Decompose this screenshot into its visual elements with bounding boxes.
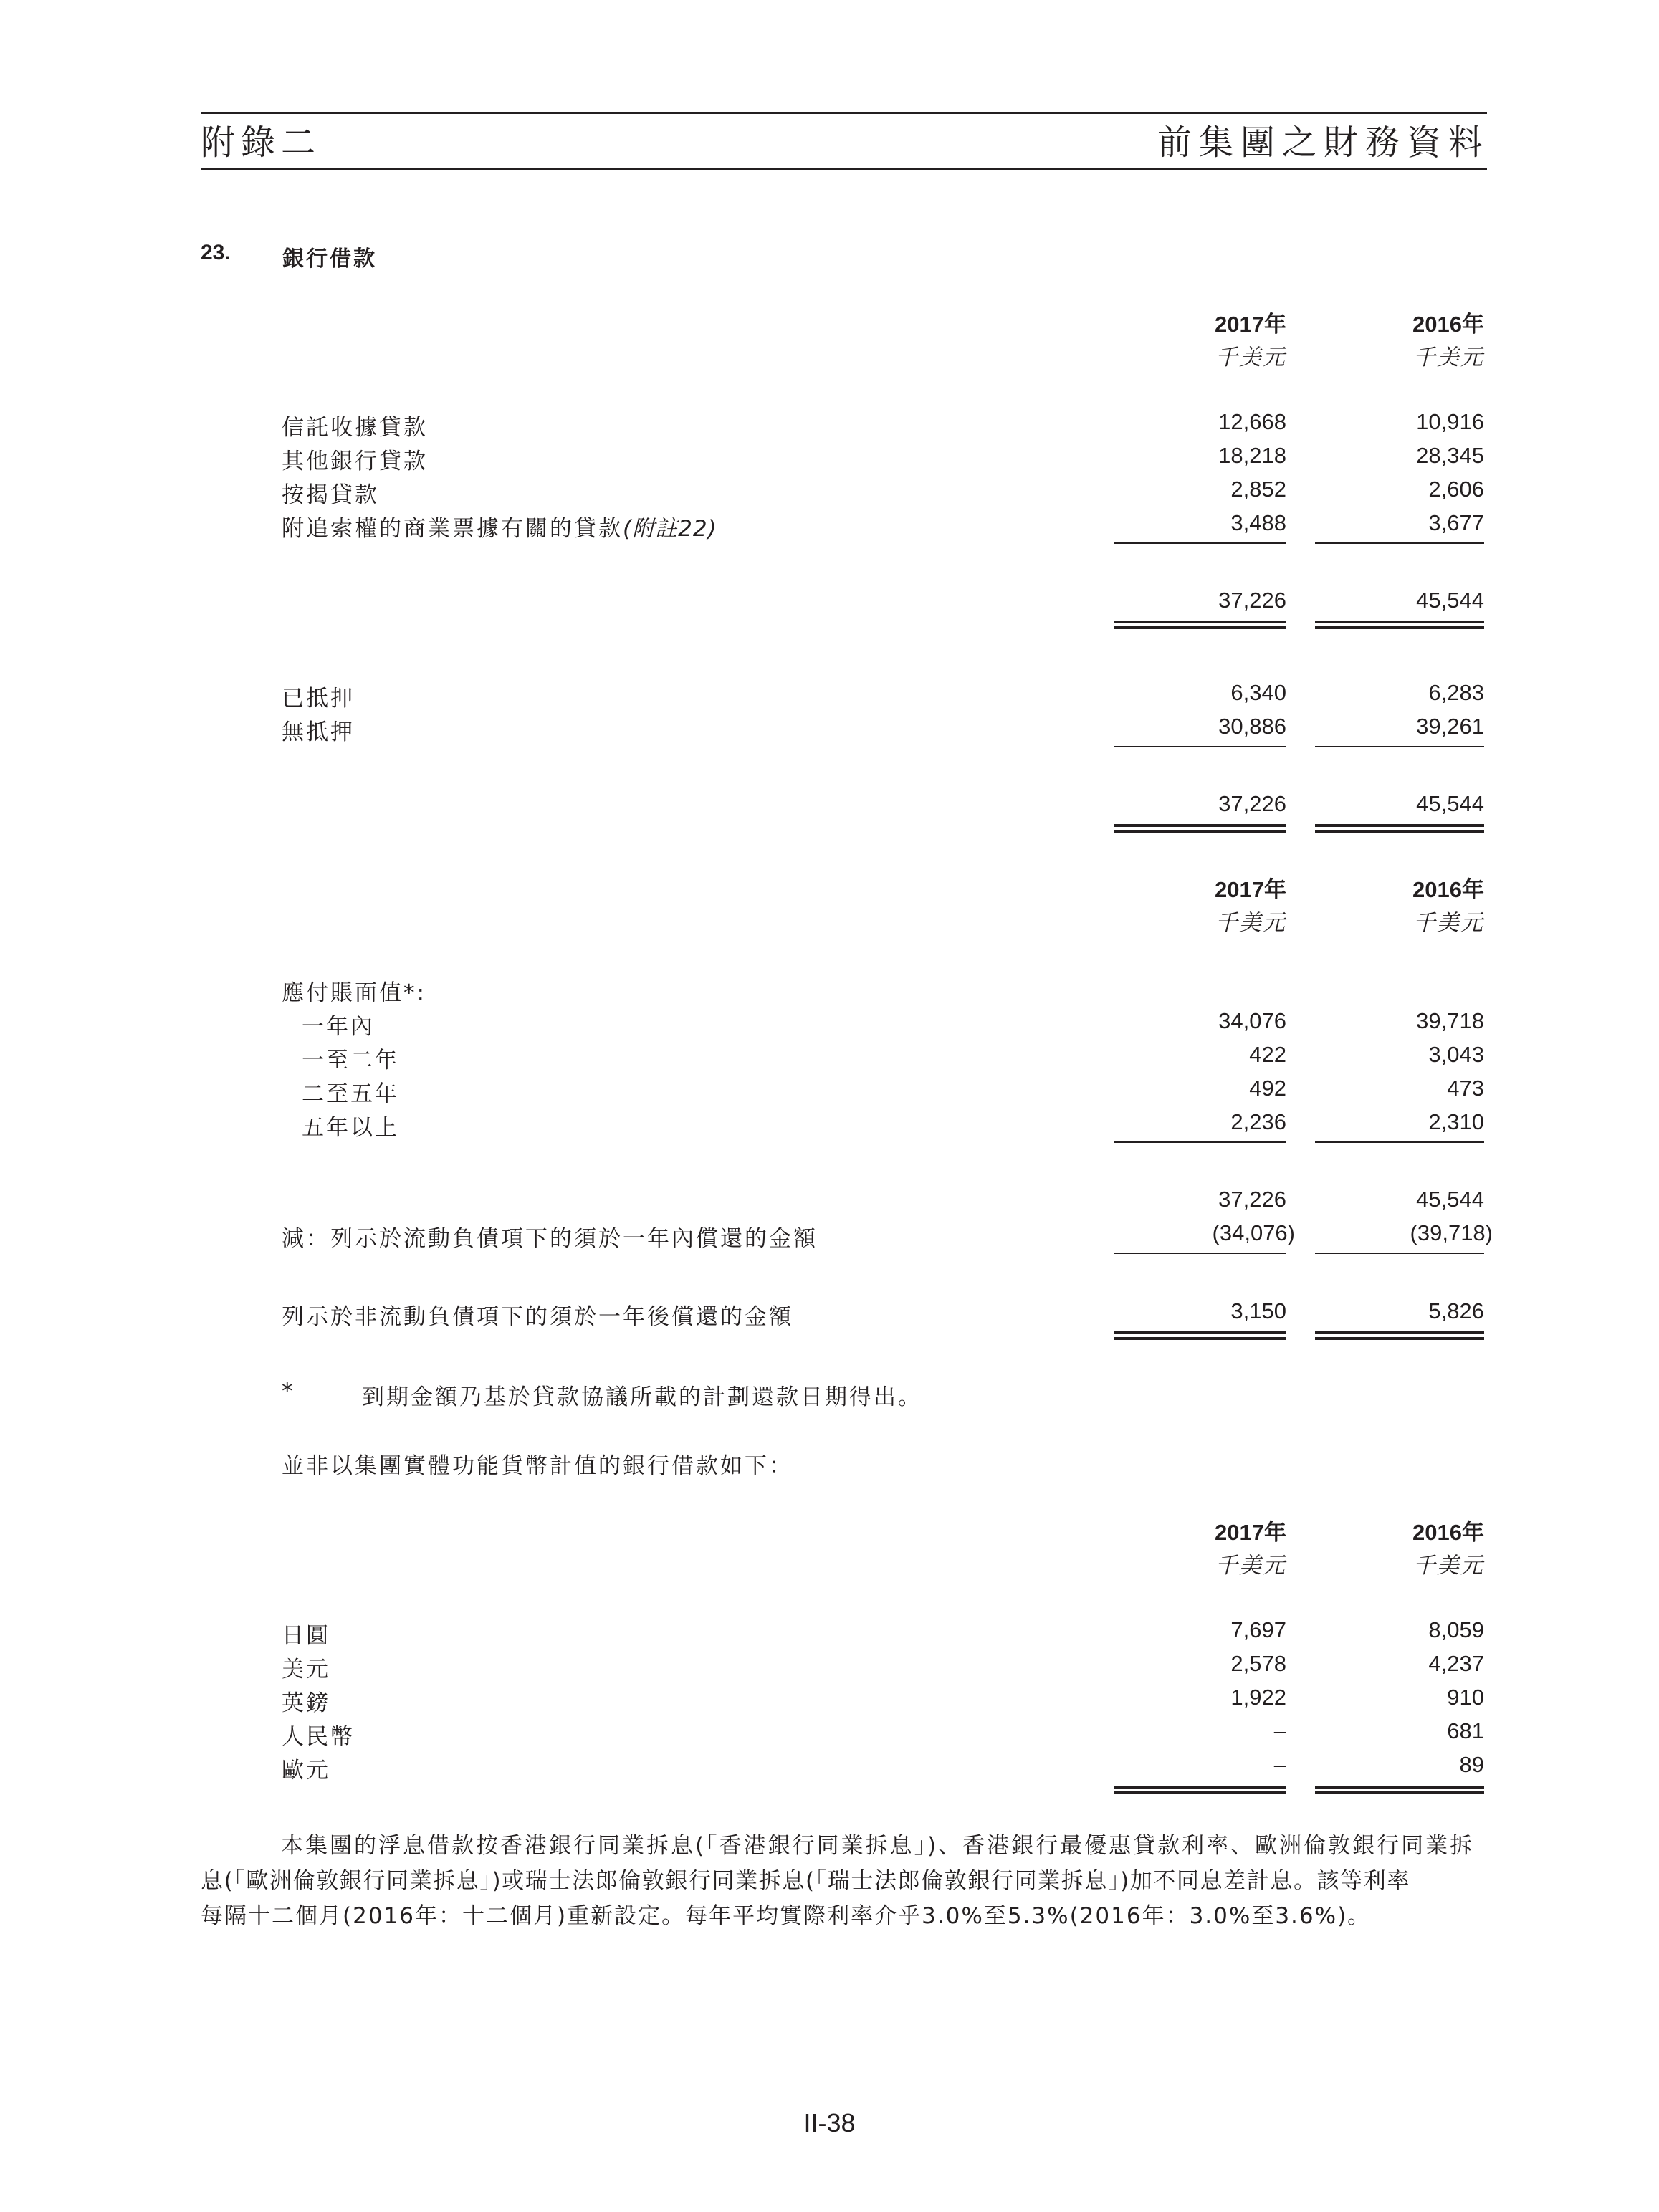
section-number: 23. [201,241,231,264]
note-reference: (附註22) [623,516,717,542]
unit-header: 千美元 [1413,1553,1484,1579]
value-2016: 8,059 [1428,1617,1484,1642]
row-label: 一年內 [302,1014,375,1040]
row-label: 按揭貸款 [282,482,379,508]
value-2017: 34,076 [1218,1008,1286,1033]
value-2016: 2,310 [1428,1109,1484,1134]
paragraph-line: 息(「歐洲倫敦銀行同業拆息」)或瑞士法郎倫敦銀行同業拆息(「瑞士法郎倫敦銀行同業拆息」)加不同息差計息。該等利率 [201,1868,1410,1894]
paragraph-line: 本集團的浮息借款按香港銀行同業拆息(「香港銀行同業拆息」)、香港銀行最優惠貸款利率、歐洲倫敦銀行同業拆 [281,1833,1475,1859]
unit-header: 千美元 [1413,345,1484,370]
appendix-title: 附錄二 [201,123,322,163]
subtotal-2017: 37,226 [1218,1187,1286,1212]
subtotal-rule [1114,542,1286,544]
value-2017: 422 [1249,1042,1286,1067]
value-2017: (34,076) [1212,1220,1295,1245]
subtotal-rule [1315,1253,1484,1254]
subtotal-rule [1114,746,1286,747]
row-label: 信託收據貸款 [282,415,428,441]
total-double-rule [1114,824,1286,833]
value-2017: 492 [1249,1076,1286,1101]
total-double-rule [1114,621,1286,629]
year-header-2016: 2016年 [1412,877,1484,902]
total-double-rule [1315,1331,1484,1340]
value-2017: 2,578 [1230,1651,1286,1676]
value-2016: 3,677 [1428,510,1484,535]
row-label-text: 附追索權的商業票據有關的貸款 [282,516,623,542]
value-2017: 12,668 [1218,409,1286,434]
value-2017: 6,340 [1230,680,1286,705]
value-2017: 2,236 [1230,1109,1286,1134]
row-label [282,510,717,542]
header-top-rule [201,112,1487,114]
total-2017: 37,226 [1218,791,1286,816]
currency-label: 日圓 [282,1623,330,1649]
noncurrent-label: 列示於非流動負債項下的須於一年後償還的金額 [282,1304,793,1330]
total-2016: 45,544 [1416,791,1484,816]
value-2017: 2,852 [1230,477,1286,502]
value-2016: 2,606 [1428,477,1484,502]
value-2017: 18,218 [1218,443,1286,468]
row-label: 五年以上 [302,1115,399,1141]
value-2016: (39,718) [1410,1220,1493,1245]
currency-label: 歐元 [282,1758,330,1784]
value-2016: 28,345 [1416,443,1484,468]
value-2016: 5,826 [1428,1298,1484,1323]
total-2017: 37,226 [1218,588,1286,613]
unit-header: 千美元 [1215,1553,1286,1579]
year-header-2016: 2016年 [1412,312,1484,337]
footnote-mark: * [282,1379,295,1404]
row-label: 已抵押 [282,686,355,712]
value-2016: 681 [1447,1718,1484,1743]
value-2016: 10,916 [1416,409,1484,434]
value-2017: 1,922 [1230,1685,1286,1710]
value-2016: 6,283 [1428,680,1484,705]
total-double-rule [1114,1786,1286,1794]
interest-rate-paragraph [201,1829,1487,1934]
page-number: II-38 [803,2108,856,2137]
value-2017: – [1273,1752,1286,1777]
value-2017: 30,886 [1218,714,1286,739]
total-double-rule [1315,824,1484,833]
value-2016: 39,261 [1416,714,1484,739]
total-2016: 45,544 [1416,588,1484,613]
year-header-2016: 2016年 [1412,1520,1484,1545]
value-2017: 3,488 [1230,510,1286,535]
subtotal-rule [1114,1253,1286,1254]
year-header-2017: 2017年 [1215,1520,1286,1545]
total-double-rule [1315,1786,1484,1794]
value-2016: 4,237 [1428,1651,1484,1676]
paragraph-line: 每隔十二個月(2016年：十二個月)重新設定。每年平均實際利率介乎3.0%至5.3%(2016年：3.0%至3.6%)。 [201,1903,1372,1929]
year-header-2017: 2017年 [1215,877,1286,902]
total-double-rule [1114,1331,1286,1340]
currency-label: 人民幣 [282,1724,355,1750]
subtotal-rule [1315,1141,1484,1143]
section-heading-right: 前集團之財務資料 [1157,123,1490,163]
subtotal-rule [1315,746,1484,747]
unit-header: 千美元 [1413,910,1484,936]
value-2016: 473 [1447,1076,1484,1101]
subtotal-rule [1315,542,1484,544]
row-label: 一至二年 [302,1048,399,1073]
row-label: 無抵押 [282,719,355,745]
less-current-label: 減：列示於流動負債項下的須於一年內償還的金額 [282,1226,818,1252]
header-bottom-rule [201,168,1487,170]
currency-label: 英鎊 [282,1690,330,1716]
total-double-rule [1315,621,1484,629]
currency-label: 美元 [282,1657,330,1682]
maturity-heading: 應付賬面值*: [282,980,426,1006]
value-2016: 39,718 [1416,1008,1484,1033]
section-title: 銀行借款 [282,246,377,272]
value-2017: – [1273,1718,1286,1743]
value-2017: 3,150 [1230,1298,1286,1323]
subtotal-rule [1114,1141,1286,1143]
row-label: 二至五年 [302,1081,399,1107]
unit-header: 千美元 [1215,345,1286,370]
value-2017: 7,697 [1230,1617,1286,1642]
value-2016: 910 [1447,1685,1484,1710]
value-2016: 3,043 [1428,1042,1484,1067]
unit-header: 千美元 [1215,910,1286,936]
footnote-text: 到期金額乃基於貸款協議所載的計劃還款日期得出。 [362,1384,922,1410]
row-label: 其他銀行貸款 [282,449,428,474]
value-2016: 89 [1459,1752,1484,1777]
year-header-2017: 2017年 [1215,312,1286,337]
subtotal-2016: 45,544 [1416,1187,1484,1212]
currency-intro: 並非以集團實體功能貨幣計值的銀行借款如下： [282,1453,793,1479]
